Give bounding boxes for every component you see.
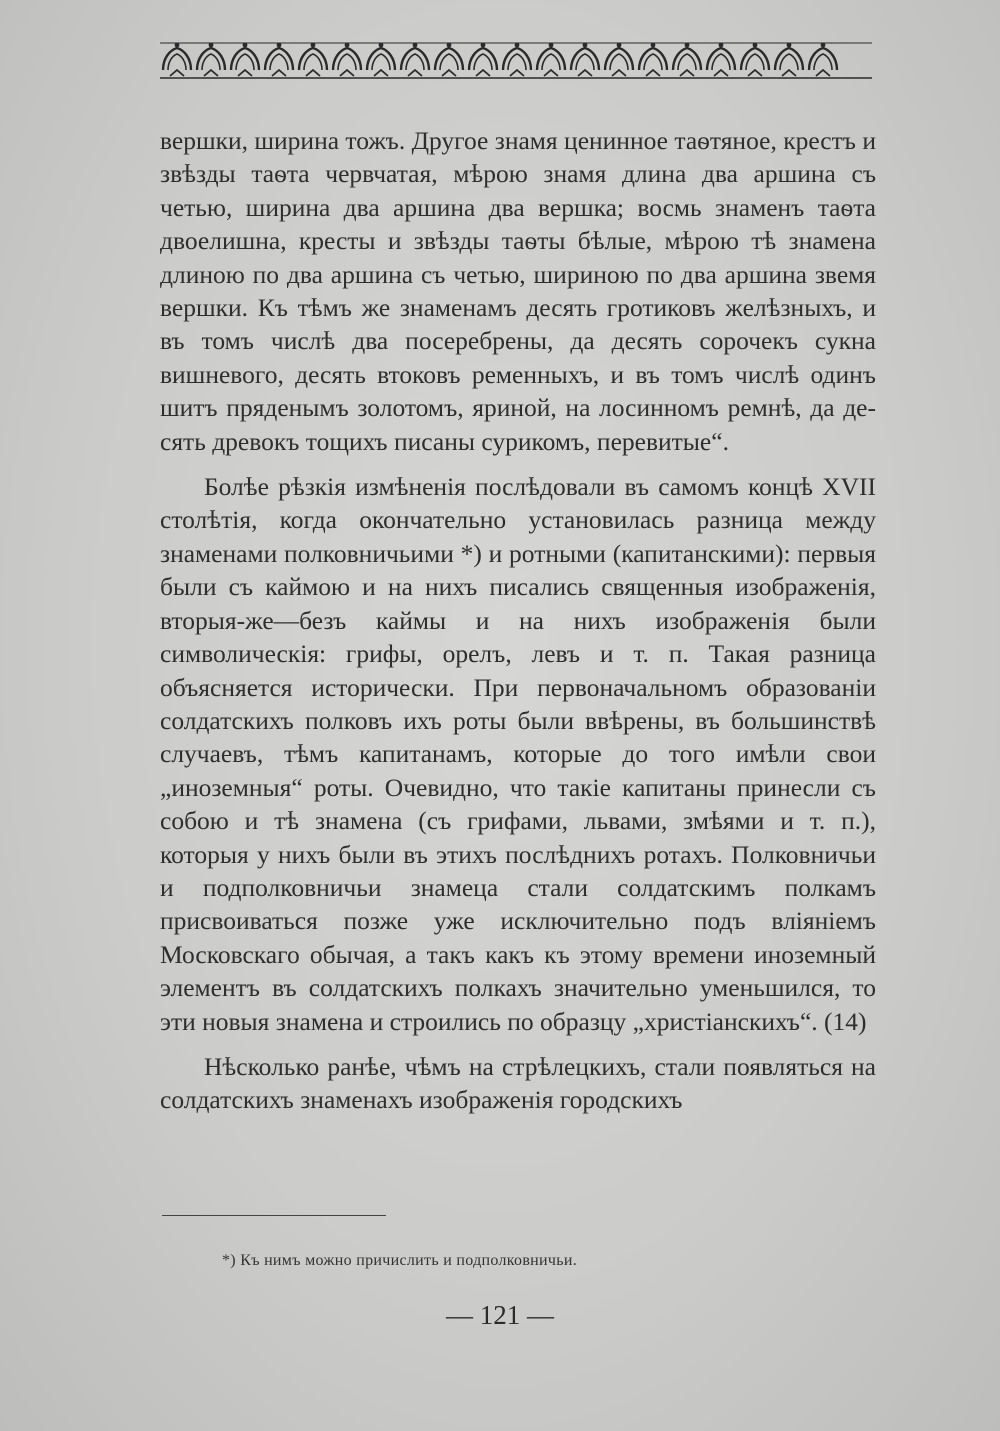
ornament-motif-icon: [197, 43, 225, 76]
ornament-motif-icon: [639, 43, 667, 76]
ornament-motif-icon: [571, 43, 599, 76]
ornament-motif-icon: [503, 43, 531, 76]
ornament-motif-icon: [707, 43, 735, 76]
ornament-motif-icon: [775, 43, 803, 76]
ornament-motif-icon: [333, 43, 361, 76]
decorative-header-ornament-icon: [160, 40, 872, 82]
ornament-motif-icon: [163, 43, 191, 76]
ornament-motif-icon: [435, 43, 463, 76]
ornament-motif-icon: [299, 43, 327, 76]
paragraph-3: Нѣсколько ранѣе, чѣмъ на стрѣлецкихъ, стали появляться на солдатскихъ знаменахъ изображенія городскихъ: [160, 1051, 876, 1115]
main-text: [160, 124, 876, 1117]
ornament-motif-icon: [537, 43, 565, 76]
ornament-motif-icon: [741, 43, 769, 76]
ornament-motif-icon: [367, 43, 395, 76]
ornament-motif-icon: [673, 43, 701, 76]
ornament-motif-icon: [605, 43, 633, 76]
paragraph-2: Болѣе рѣзкія измѣненія послѣдовали въ самомъ концѣ XVII столѣтія, когда окончательно установилась разница между знаменами полковничьими *) и ротными (капитанскими): первыя были съ каймою и на нихъ писались священныя изображенія, вторыя-же—безъ каймы и на нихъ изображенія были символическія: грифы, орелъ, левъ и т. п. Такая разница объясняется исторически. При первоначальномъ образованіи солдатскихъ полковъ ихъ роты были ввѣрены, въ большинствѣ случаевъ, тѣмъ капитанамъ, которые до того имѣли свои „иноземныя“ роты. Очевидно, что такіе капитаны принесли съ собою и тѣ знамена (съ грифами, львами, змѣями и т. п.), которыя у нихъ были въ этихъ послѣднихъ ротахъ. Полковничьи и подполковничьи знамеца стали солдатскимъ полкамъ присвоиваться позже уже исключительно подъ вліяніемъ Московскаго обычая, а такъ какъ къ этому времени иноземный элементъ въ солдатскихъ полкахъ значительно уменьшился, то эти новыя знамена и строились по образцу „христіанскихъ“. (14): [160, 472, 876, 1036]
ornament-motif-icon: [265, 43, 293, 76]
ornament-motif-icon: [401, 43, 429, 76]
footnote-divider: [162, 1215, 386, 1216]
page-number: — 121 —: [446, 1300, 554, 1330]
ornament-motif-icon: [469, 43, 497, 76]
paragraph-1: вершки, ширина тожъ. Другое знамя ценинное таѳтяное, крестъ и звѣзды таѳта червчатая, мѣрою знамя длина два аршина съ четью, ширина два аршина два вершка; восмь знаменъ таѳта двоелишна, кресты и звѣзды таѳты бѣлые, мѣрою тѣ знамена длиною по два аршина съ четью, шириною по два аршина звемя вершки. Къ тѣмъ же знаменамъ десять гротиковъ желѣзныхъ, и въ томъ числѣ два посеребрены, да десять сорочекъ сукна вишневого, десять втоковъ ременныхъ, и въ томъ числѣ одинъ шитъ пряденымъ золотомъ, яриной, на лосинномъ ремнѣ, да десять древокъ тощихъ писаны сурикомъ, перевитые“.: [160, 126, 876, 456]
ornament-motif-icon: [809, 43, 837, 76]
ornament-motif-icon: [231, 43, 259, 76]
footnote: *) Къ нимъ можно причислить и подполковничьи.: [222, 1252, 577, 1269]
